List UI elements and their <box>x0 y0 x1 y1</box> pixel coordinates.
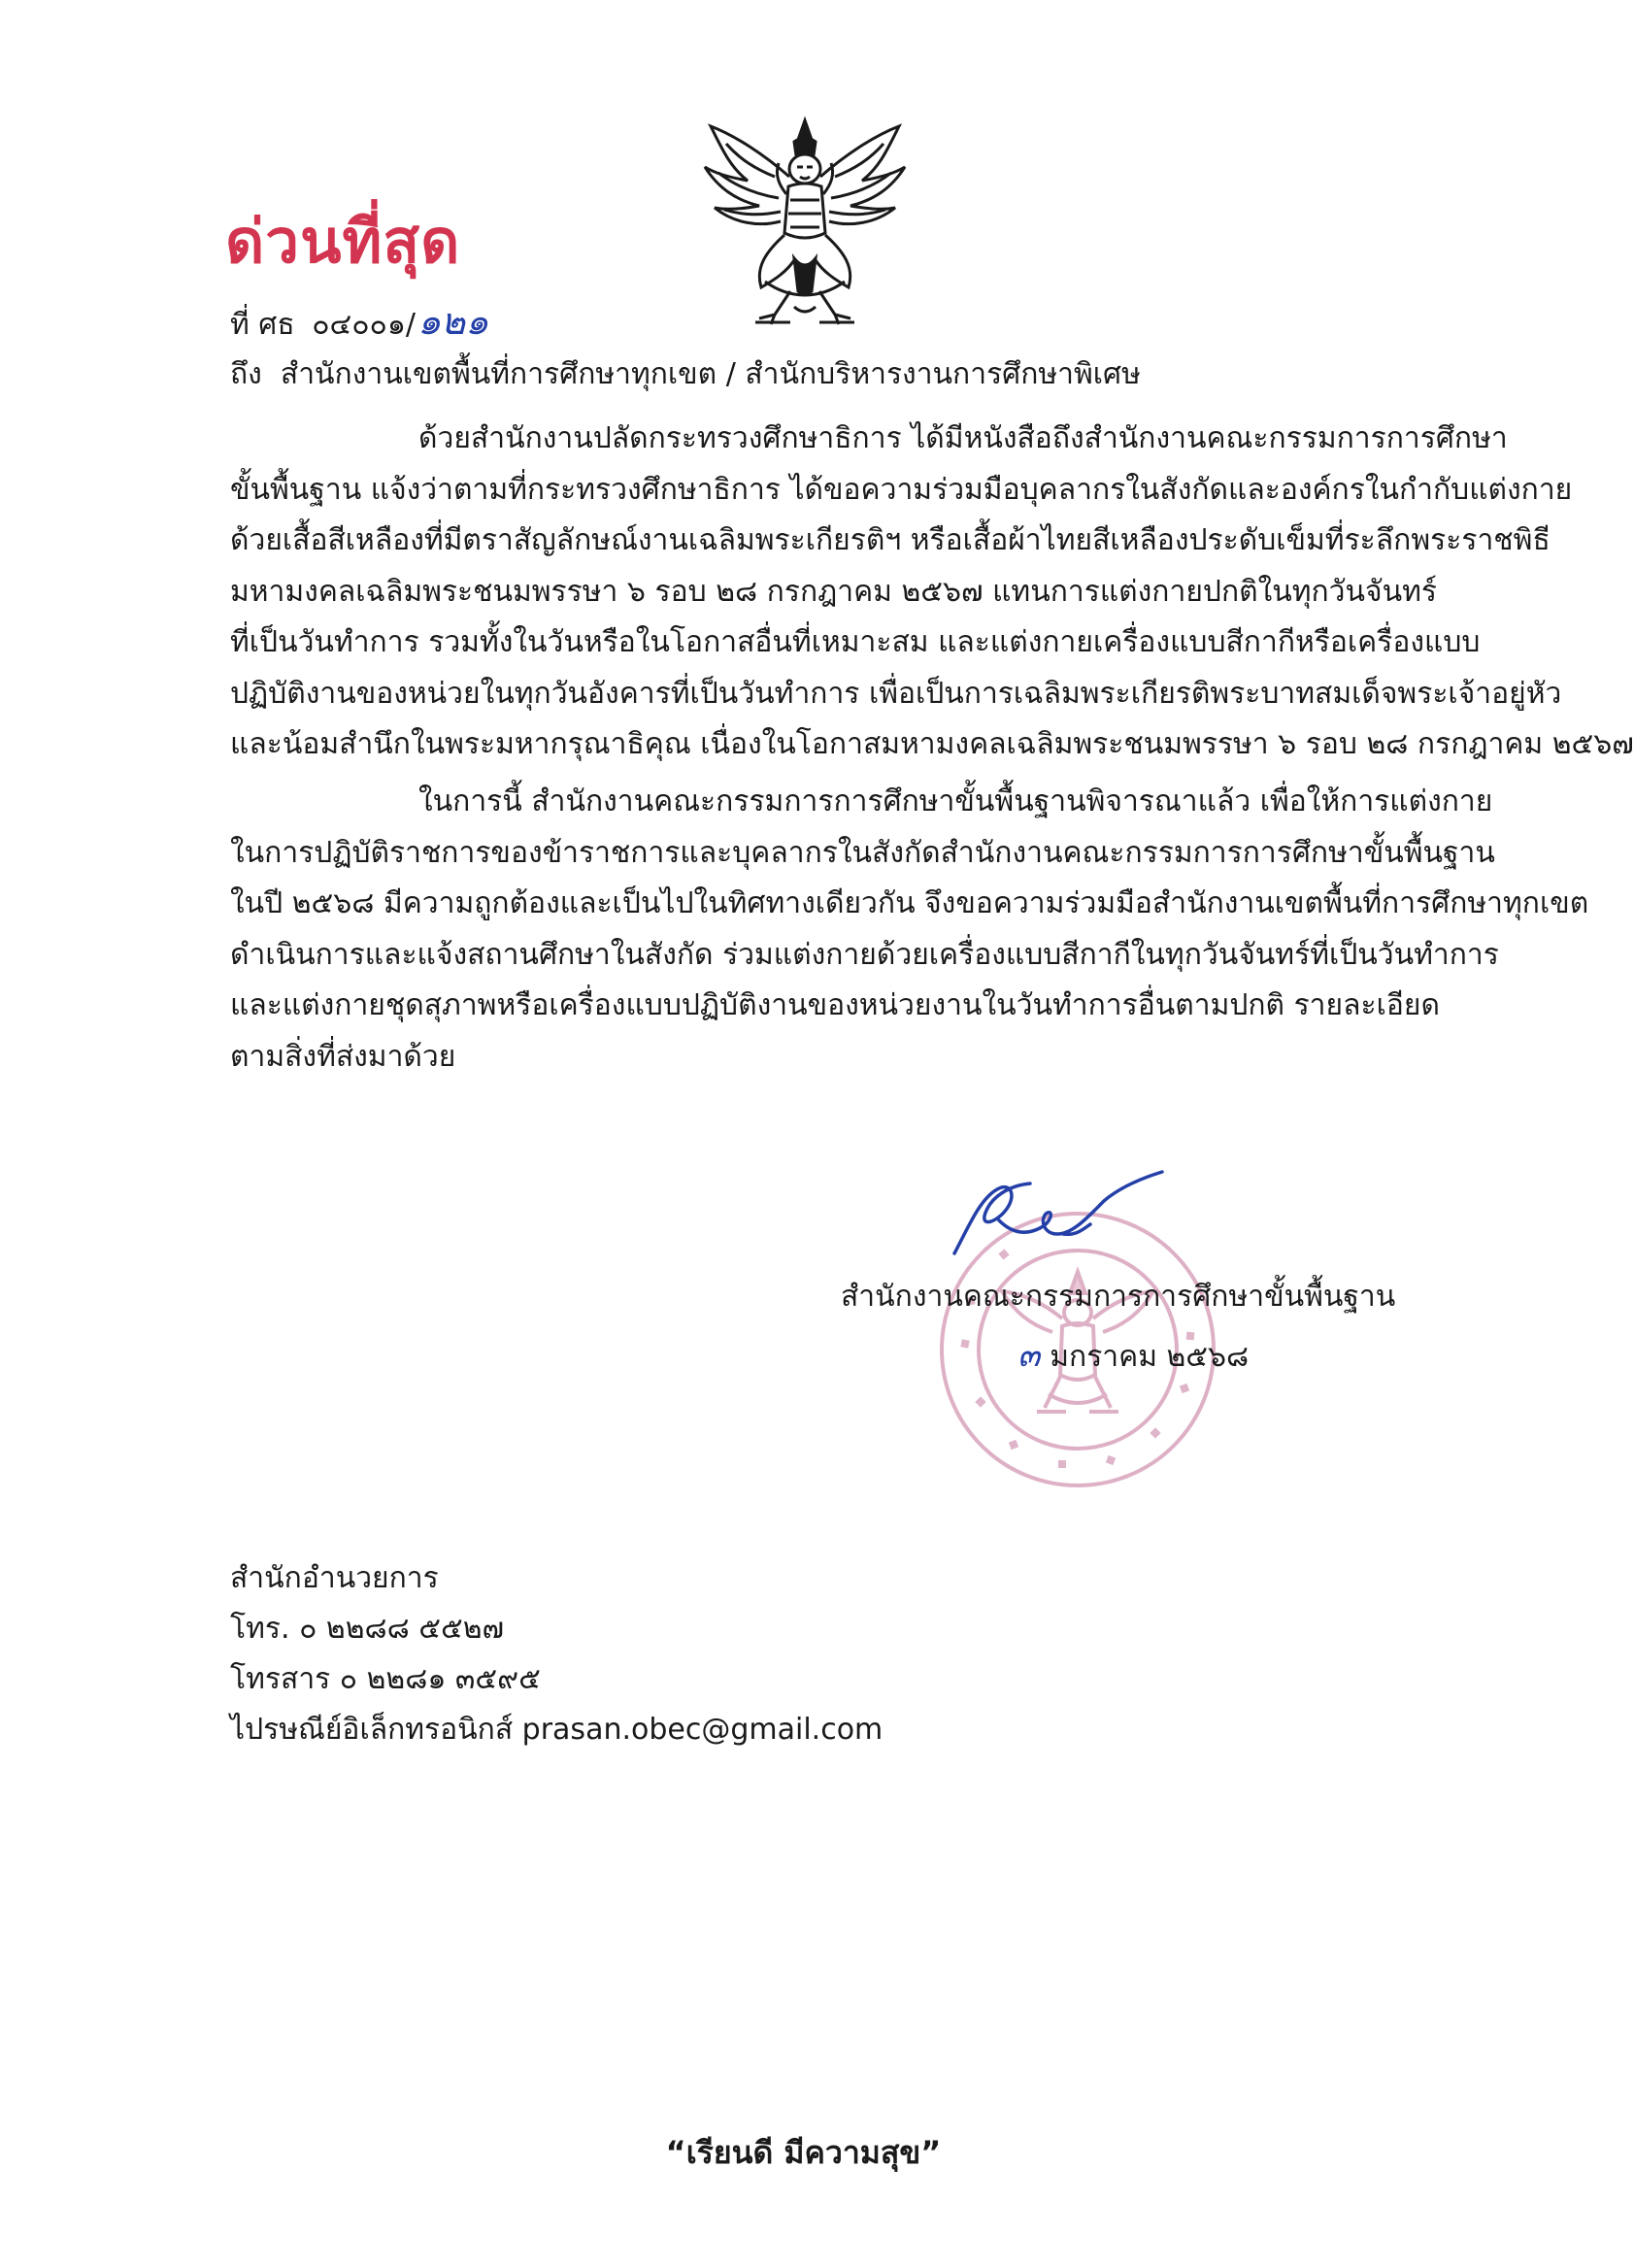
paragraph-line: ด้วยเสื้อสีเหลืองที่มีตราสัญลักษณ์งานเฉลิมพระเกียรติฯ หรือเสื้อผ้าไทยสีเหลืองประดับเข็มที่ระลึกพระราชพิธี <box>230 523 1551 557</box>
garuda-emblem-icon <box>697 117 913 330</box>
contact-email: ไปรษณีย์อิเล็กทรอนิกส์ prasan.obec@gmail.com <box>230 1713 884 1747</box>
paragraph-line: ที่เป็นวันทำการ รวมทั้งในวันหรือในโอกาสอื่นที่เหมาะสม และแต่งกายเครื่องแบบสีกากีหรือเครื่องแบบ <box>230 625 1481 659</box>
body-paragraph-2 <box>230 777 1589 1083</box>
handwritten-signature-icon <box>947 1160 1170 1267</box>
body-paragraph-1 <box>230 414 1634 771</box>
paragraph-line: และแต่งกายชุดสุภาพหรือเครื่องแบบปฏิบัติงานของหน่วยงานในวันทำการอื่นตามปกติ รายละเอียด <box>230 988 1440 1022</box>
paragraph-line: ปฏิบัติงานของหน่วยในทุกวันอังคารที่เป็นวันทำการ เพื่อเป็นการเฉลิมพระเกียรติพระบาทสมเด็จพระเจ้าอยู่หัว <box>230 676 1562 711</box>
signing-organization: สำนักงานคณะกรรมการการศึกษาขั้นพื้นฐาน <box>841 1280 1396 1314</box>
recipient-line <box>230 351 1141 397</box>
contact-office: สำนักอำนวยการ <box>230 1561 439 1595</box>
paragraph-line: ดำเนินการและแจ้งสถานศึกษาในสังกัด ร่วมแต่งกายด้วยเครื่องแบบสีกากีในทุกวันจันทร์ที่เป็นวันทำการ <box>230 937 1499 972</box>
reference-number-line <box>230 291 488 350</box>
footer-motto: “เรียนดี มีความสุข” <box>665 2134 942 2171</box>
reference-prefix: ที่ ศธ <box>230 308 295 342</box>
document-date <box>1017 1328 1249 1381</box>
date-day-handwritten: ๓ <box>1017 1336 1041 1375</box>
paragraph-line: ด้วยสำนักงานปลัดกระทรวงศึกษาธิการ ได้มีหนังสือถึงสำนักงานคณะกรรมการการศึกษา <box>418 421 1508 455</box>
contact-fax: โทรสาร ๐ ๒๒๘๑ ๓๕๙๕ <box>230 1662 541 1696</box>
paragraph-line: ตามสิ่งที่ส่งมาด้วย <box>230 1039 456 1074</box>
reference-number: ๐๔๐๐๑/ <box>312 308 417 342</box>
urgency-marking: ด่วนที่สุด <box>225 206 461 277</box>
date-month-year: มกราคม ๒๕๖๘ <box>1050 1340 1250 1374</box>
paragraph-line: ขั้นพื้นฐาน แจ้งว่าตามที่กระทรวงศึกษาธิการ ได้ขอความร่วมมือบุคลากรในสังกัดและองค์กรในกำกับแต่งกาย <box>230 472 1573 507</box>
contact-block <box>230 1553 883 1755</box>
reference-handwritten-number: ๑๒๑ <box>417 300 489 343</box>
paragraph-line: มหามงคลเฉลิมพระชนมพรรษา ๖ รอบ ๒๘ กรกฎาคม ๒๕๖๗ แทนการแต่งกายปกติในทุกวันจันทร์ <box>230 574 1438 609</box>
paragraph-line: ในปี ๒๕๖๘ มีความถูกต้องและเป็นไปในทิศทางเดียวกัน จึงขอความร่วมมือสำนักงานเขตพื้นที่การศึกษาทุกเขต <box>230 886 1589 920</box>
contact-phone: โทร. ๐ ๒๒๘๘ ๕๕๒๗ <box>230 1612 505 1646</box>
recipient-label: ถึง <box>230 357 262 391</box>
paragraph-line: ในการปฏิบัติราชการของข้าราชการและบุคลากรในสังกัดสำนักงานคณะกรรมการการศึกษาขั้นพื้นฐาน <box>230 835 1495 870</box>
paragraph-line: และน้อมสำนึกในพระมหากรุณาธิคุณ เนื่องในโอกาสมหามงคลเฉลิมพระชนมพรรษา ๖ รอบ ๒๘ กรกฎาคม ๒๕๖๗ <box>230 727 1634 761</box>
recipient-text: สำนักงานเขตพื้นที่การศึกษาทุกเขต / สำนักบริหารงานการศึกษาพิเศษ <box>280 357 1141 391</box>
paragraph-line: ในการนี้ สำนักงานคณะกรรมการการศึกษาขั้นพื้นฐานพิจารณาแล้ว เพื่อให้การแต่งกาย <box>418 784 1493 818</box>
